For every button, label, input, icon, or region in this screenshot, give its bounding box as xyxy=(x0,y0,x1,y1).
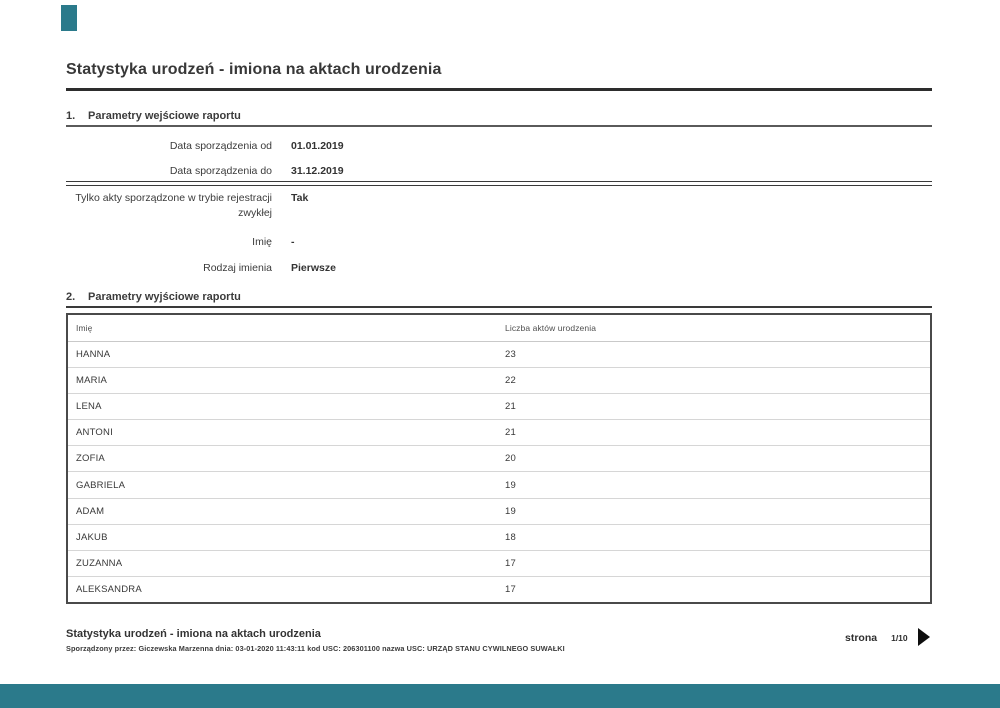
table-cell-count: 21 xyxy=(505,427,516,439)
footer-generation-info: Sporządzony przez: Giczewska Marzenna dnia: 03-01-2020 11:43:11 kod USC: 206301100 nazwa USC: URZĄD STANU CYWILNEGO SUWAŁKI xyxy=(66,644,565,653)
params-double-divider xyxy=(66,181,932,186)
table-row xyxy=(68,551,930,577)
section-1-number: 1. xyxy=(66,110,76,122)
param-value: Pierwsze xyxy=(291,262,336,274)
table-row xyxy=(68,394,930,420)
param-value: 31.12.2019 xyxy=(291,165,344,177)
table-row xyxy=(68,342,930,368)
top-left-accent-bar xyxy=(61,5,77,31)
table-row xyxy=(68,499,930,525)
table-cell-name: GABRIELA xyxy=(76,479,126,491)
names-table xyxy=(66,313,932,604)
table-row xyxy=(68,577,930,602)
section-2-heading xyxy=(66,291,932,303)
param-label: Imię xyxy=(252,236,272,248)
section-1-title: Parametry wejściowe raportu xyxy=(88,110,241,122)
table-header-count: Liczba aktów urodzenia xyxy=(505,323,597,333)
param-label: Rodzaj imienia xyxy=(203,262,272,274)
bottom-accent-bar xyxy=(0,684,1000,708)
page-number: 1/10 xyxy=(891,633,908,643)
table-row xyxy=(68,472,930,498)
table-cell-count: 17 xyxy=(505,583,516,595)
footer-report-title: Statystyka urodzeń - imiona na aktach urodzenia xyxy=(66,628,321,640)
table-cell-name: MARIA xyxy=(76,375,108,387)
next-page-button[interactable] xyxy=(918,626,938,648)
section-1-divider xyxy=(66,125,932,127)
table-header-name: Imię xyxy=(76,323,93,333)
param-row-registration-mode xyxy=(66,191,626,221)
table-row xyxy=(68,420,930,446)
param-label: Tylko akty sporządzone w trybie rejestracji zwykłej xyxy=(75,192,272,219)
table-row xyxy=(68,446,930,472)
param-row-name-type xyxy=(66,261,626,276)
table-cell-name: ZOFIA xyxy=(76,453,105,465)
param-label: Data sporządzenia od xyxy=(169,140,272,152)
next-page-icon xyxy=(918,628,930,646)
table-row xyxy=(68,368,930,394)
table-cell-count: 19 xyxy=(505,505,516,517)
table-cell-name: LENA xyxy=(76,401,102,413)
table-cell-name: ALEKSANDRA xyxy=(76,583,142,595)
title-divider xyxy=(66,88,932,91)
table-cell-name: HANNA xyxy=(76,349,111,361)
param-value: 01.01.2019 xyxy=(291,140,344,152)
page-label: strona xyxy=(845,632,878,644)
table-cell-count: 21 xyxy=(505,401,516,413)
param-row-date-from xyxy=(66,139,626,154)
section-2-divider xyxy=(66,306,932,308)
page-title: Statystyka urodzeń - imiona na aktach urodzenia xyxy=(66,61,442,78)
table-header-row xyxy=(68,315,930,342)
table-cell-count: 17 xyxy=(505,557,516,569)
param-value: - xyxy=(291,236,295,248)
table-cell-name: JAKUB xyxy=(76,531,108,543)
table-cell-count: 22 xyxy=(505,375,516,387)
param-row-date-to xyxy=(66,164,626,179)
table-cell-count: 23 xyxy=(505,349,516,361)
table-cell-name: ZUZANNA xyxy=(76,557,123,569)
param-value: Tak xyxy=(291,192,309,204)
table-cell-count: 18 xyxy=(505,531,516,543)
section-2-number: 2. xyxy=(66,291,76,303)
section-2-title: Parametry wyjściowe raportu xyxy=(88,291,241,303)
param-label: Data sporządzenia do xyxy=(169,165,272,177)
table-body xyxy=(68,342,930,602)
table-cell-name: ANTONI xyxy=(76,427,113,439)
table-cell-count: 19 xyxy=(505,479,516,491)
table-row xyxy=(68,525,930,551)
section-1-heading xyxy=(66,110,932,122)
table-cell-name: ADAM xyxy=(76,505,105,517)
param-row-name xyxy=(66,235,626,250)
table-cell-count: 20 xyxy=(505,453,516,465)
